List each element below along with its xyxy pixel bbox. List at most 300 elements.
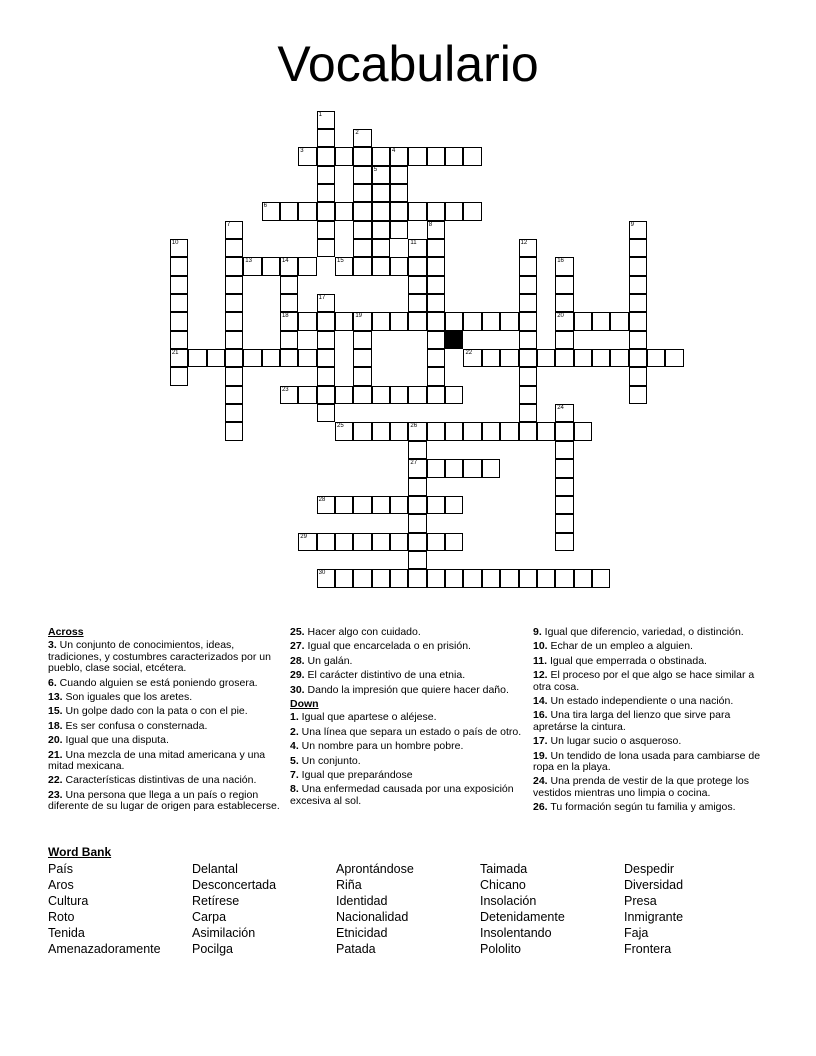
grid-cell[interactable] [225, 422, 243, 440]
word-bank-item: Patada [336, 942, 376, 956]
grid-cell[interactable] [427, 202, 445, 220]
clue-across [48, 640, 280, 674]
grid-cell[interactable] [243, 349, 261, 367]
grid-cell[interactable] [463, 349, 481, 367]
word-bank-item: Faja [624, 926, 649, 940]
word-bank-item: Cultura [48, 894, 89, 908]
grid-cell[interactable] [280, 276, 298, 294]
clue-number: 12. [533, 669, 548, 682]
grid-cell[interactable] [225, 404, 243, 422]
grid-cell[interactable] [225, 257, 243, 275]
clue-text: Una mezcla de una mitad americana y una mitad mexicana. [48, 748, 266, 773]
word-bank-item: Frontera [624, 942, 672, 956]
grid-cell[interactable] [335, 569, 353, 587]
clue-text: Un tendido de lona usada para cambiarse de ropa en la playa. [533, 749, 761, 774]
grid-cell[interactable] [225, 349, 243, 367]
grid-cell[interactable] [335, 312, 353, 330]
clue-number: 2. [290, 725, 299, 738]
clue-number: 6. [48, 676, 57, 689]
grid-cell[interactable] [225, 221, 243, 239]
grid-cell[interactable] [629, 221, 647, 239]
grid-cell[interactable] [463, 422, 481, 440]
grid-cell[interactable] [519, 239, 537, 257]
grid-cell[interactable] [317, 129, 335, 147]
grid-cell[interactable] [298, 386, 316, 404]
grid-cell[interactable] [372, 533, 390, 551]
grid-cell[interactable] [408, 496, 426, 514]
clue-number: 18. [48, 719, 63, 732]
grid-cell[interactable] [372, 166, 390, 184]
down-heading: Down [290, 698, 319, 711]
grid-cell[interactable] [463, 147, 481, 165]
clue-down [290, 770, 522, 781]
grid-cell[interactable] [445, 459, 463, 477]
grid-cell[interactable] [647, 349, 665, 367]
grid-cell[interactable] [372, 386, 390, 404]
clue-number: 20 [557, 313, 564, 320]
grid-cell[interactable] [262, 257, 280, 275]
grid-cell[interactable] [317, 367, 335, 385]
grid-cell[interactable] [445, 312, 463, 330]
grid-cell[interactable] [335, 147, 353, 165]
clue-number: 8 [428, 221, 433, 228]
grid-cell[interactable] [372, 257, 390, 275]
grid-cell[interactable] [317, 312, 335, 330]
grid-cell[interactable] [243, 257, 261, 275]
grid-cell[interactable] [170, 312, 188, 330]
grid-cell[interactable] [372, 184, 390, 202]
word-bank-item: Identidad [336, 894, 388, 908]
grid-cell[interactable] [519, 569, 537, 587]
grid-cell[interactable] [353, 184, 371, 202]
clue-down [290, 712, 522, 723]
grid-cell[interactable] [427, 349, 445, 367]
clue-number: 13 [245, 258, 252, 265]
grid-cell[interactable] [372, 202, 390, 220]
word-bank-item: Riña [336, 878, 362, 892]
grid-cell[interactable] [629, 312, 647, 330]
clue-text: Igual que encarcelada o en prisión. [304, 640, 471, 653]
grid-cell[interactable] [170, 367, 188, 385]
clue-number: 7 [226, 221, 231, 228]
grid-cell[interactable] [390, 257, 408, 275]
grid-cell[interactable] [280, 386, 298, 404]
grid-cell[interactable] [262, 349, 280, 367]
grid-cell[interactable] [519, 367, 537, 385]
clue-across [48, 775, 280, 786]
clue-across [290, 627, 522, 638]
grid-cell[interactable] [408, 551, 426, 569]
grid-cell[interactable] [445, 569, 463, 587]
grid-cell[interactable] [519, 276, 537, 294]
grid-cell[interactable] [408, 202, 426, 220]
grid-cell[interactable] [225, 294, 243, 312]
grid-cell[interactable] [408, 294, 426, 312]
clue-number: 11 [410, 239, 417, 246]
clue-down [290, 756, 522, 767]
grid-cell[interactable] [500, 312, 518, 330]
word-bank-column [480, 861, 620, 957]
grid-cell[interactable] [408, 533, 426, 551]
grid-cell[interactable] [335, 533, 353, 551]
clue-number: 12 [520, 239, 528, 246]
grid-cell[interactable] [482, 569, 500, 587]
clue-text: Tu formación según tu familia y amigos. [547, 801, 736, 814]
grid-cell[interactable] [372, 496, 390, 514]
grid-cell[interactable] [427, 459, 445, 477]
grid-cell[interactable] [317, 294, 335, 312]
grid-cell[interactable] [555, 404, 573, 422]
clue-down [533, 736, 765, 747]
grid-cell[interactable] [353, 367, 371, 385]
grid-cell[interactable] [390, 496, 408, 514]
grid-cell[interactable] [372, 147, 390, 165]
clue-text: El carácter distintivo de una etnia. [304, 669, 466, 682]
grid-cell[interactable] [280, 349, 298, 367]
grid-cell[interactable] [317, 239, 335, 257]
grid-cell[interactable] [629, 331, 647, 349]
grid-cell[interactable] [225, 276, 243, 294]
grid-cell[interactable] [353, 202, 371, 220]
clue-number: 27 [410, 460, 418, 467]
grid-cell[interactable] [353, 221, 371, 239]
clue-number: 19. [533, 749, 548, 762]
grid-cell[interactable] [317, 221, 335, 239]
grid-cell[interactable] [335, 496, 353, 514]
grid-cell[interactable] [463, 569, 481, 587]
grid-cell[interactable] [555, 294, 573, 312]
grid-cell[interactable] [500, 569, 518, 587]
grid-cell[interactable] [353, 386, 371, 404]
word-bank-item: Tenida [48, 926, 85, 940]
grid-cell[interactable] [519, 422, 537, 440]
grid-cell[interactable] [408, 422, 426, 440]
clue-text: Una persona que llega a un país o region diferente de su lugar de origen para establecerse. [48, 788, 280, 813]
grid-cell[interactable] [353, 422, 371, 440]
black-cell [445, 331, 463, 349]
grid-cell[interactable] [317, 202, 335, 220]
grid-cell[interactable] [555, 312, 573, 330]
clue-text: Un estado independiente o una nación. [547, 695, 734, 708]
grid-cell[interactable] [445, 386, 463, 404]
grid-cell[interactable] [555, 349, 573, 367]
word-bank-item: Chicano [480, 878, 526, 892]
clue-down [533, 670, 765, 693]
clue-text: Un conjunto. [298, 754, 361, 767]
grid-cell[interactable] [298, 147, 316, 165]
grid-cell[interactable] [280, 202, 298, 220]
clue-number: 26. [533, 801, 548, 814]
grid-cell[interactable] [372, 239, 390, 257]
grid-cell[interactable] [427, 239, 445, 257]
grid-cell[interactable] [390, 312, 408, 330]
grid-cell[interactable] [353, 147, 371, 165]
grid-cell[interactable] [317, 496, 335, 514]
grid-cell[interactable] [317, 349, 335, 367]
word-bank-item: Desconcertada [192, 878, 277, 892]
grid-cell[interactable] [629, 257, 647, 275]
grid-cell[interactable] [408, 514, 426, 532]
word-bank-title: Word Bank [48, 845, 112, 859]
clue-number: 4. [290, 740, 299, 753]
grid-cell[interactable] [390, 422, 408, 440]
grid-cell[interactable] [335, 422, 353, 440]
grid-cell[interactable] [555, 478, 573, 496]
grid-cell[interactable] [427, 533, 445, 551]
grid-cell[interactable] [629, 239, 647, 257]
grid-cell[interactable] [353, 331, 371, 349]
grid-cell[interactable] [353, 569, 371, 587]
grid-cell[interactable] [555, 422, 573, 440]
grid-cell[interactable] [408, 478, 426, 496]
grid-cell[interactable] [390, 386, 408, 404]
grid-cell[interactable] [537, 349, 555, 367]
word-bank-item: Aros [48, 878, 74, 892]
grid-cell[interactable] [519, 386, 537, 404]
grid-cell[interactable] [555, 496, 573, 514]
grid-cell[interactable] [353, 533, 371, 551]
clue-across [48, 790, 280, 813]
grid-cell[interactable] [390, 221, 408, 239]
grid-cell[interactable] [353, 239, 371, 257]
grid-cell[interactable] [298, 533, 316, 551]
grid-cell[interactable] [390, 533, 408, 551]
grid-cell[interactable] [188, 349, 206, 367]
clue-down [533, 802, 765, 813]
grid-cell[interactable] [427, 147, 445, 165]
grid-cell[interactable] [482, 459, 500, 477]
grid-cell[interactable] [482, 312, 500, 330]
grid-cell[interactable] [353, 312, 371, 330]
page-title: Vocabulario [277, 36, 539, 92]
clue-number: 17 [318, 295, 326, 301]
clue-number: 1 [318, 111, 322, 118]
grid-cell[interactable] [225, 312, 243, 330]
grid-cell[interactable] [629, 276, 647, 294]
grid-cell[interactable] [610, 349, 628, 367]
clue-number: 30 [318, 570, 326, 577]
grid-cell[interactable] [317, 166, 335, 184]
grid-cell[interactable] [629, 294, 647, 312]
grid-cell[interactable] [610, 312, 628, 330]
grid-cell[interactable] [519, 349, 537, 367]
grid-cell[interactable] [317, 111, 335, 129]
grid-cell[interactable] [170, 239, 188, 257]
grid-cell[interactable] [408, 147, 426, 165]
word-bank-item: Detenidamente [480, 910, 565, 924]
grid-cell[interactable] [574, 569, 592, 587]
clue-text: Un galán. [304, 654, 353, 667]
grid-cell[interactable] [445, 422, 463, 440]
grid-cell[interactable] [280, 312, 298, 330]
grid-cell[interactable] [427, 257, 445, 275]
grid-cell[interactable] [555, 441, 573, 459]
grid-cell[interactable] [280, 257, 298, 275]
grid-cell[interactable] [427, 367, 445, 385]
grid-cell[interactable] [170, 257, 188, 275]
grid-cell[interactable] [537, 569, 555, 587]
clue-text: Una línea que separa un estado o país de otro. [298, 725, 522, 738]
grid-cell[interactable] [353, 129, 371, 147]
grid-cell[interactable] [519, 257, 537, 275]
grid-cell[interactable] [519, 404, 537, 422]
clue-across [48, 692, 280, 703]
grid-cell[interactable] [317, 147, 335, 165]
grid-cell[interactable] [408, 569, 426, 587]
clue-text: Igual que emperrada o obstinada. [547, 654, 707, 667]
grid-cell[interactable] [555, 569, 573, 587]
grid-cell[interactable] [170, 276, 188, 294]
grid-cell[interactable] [317, 184, 335, 202]
grid-cell[interactable] [555, 257, 573, 275]
grid-cell[interactable] [372, 221, 390, 239]
grid-cell[interactable] [298, 257, 316, 275]
grid-cell[interactable] [463, 202, 481, 220]
grid-cell[interactable] [482, 349, 500, 367]
grid-cell[interactable] [427, 422, 445, 440]
clue-number: 13. [48, 691, 63, 704]
grid-cell[interactable] [445, 202, 463, 220]
grid-cell[interactable] [463, 312, 481, 330]
grid-cell[interactable] [445, 533, 463, 551]
grid-cell[interactable] [574, 422, 592, 440]
grid-cell[interactable] [353, 349, 371, 367]
grid-cell[interactable] [445, 147, 463, 165]
grid-cell[interactable] [519, 312, 537, 330]
grid-cell[interactable] [427, 312, 445, 330]
grid-cell[interactable] [629, 386, 647, 404]
grid-cell[interactable] [298, 312, 316, 330]
grid-cell[interactable] [317, 533, 335, 551]
grid-cell[interactable] [537, 422, 555, 440]
clue-number: 5. [290, 754, 299, 767]
grid-cell[interactable] [445, 496, 463, 514]
grid-cell[interactable] [317, 331, 335, 349]
clue-across [48, 706, 280, 717]
grid-cell[interactable] [372, 569, 390, 587]
grid-cell[interactable] [390, 569, 408, 587]
grid-cell[interactable] [408, 257, 426, 275]
grid-cell[interactable] [207, 349, 225, 367]
clue-text: Hacer algo con cuidado. [304, 626, 421, 638]
grid-cell[interactable] [408, 441, 426, 459]
grid-cell[interactable] [225, 239, 243, 257]
grid-cell[interactable] [500, 422, 518, 440]
grid-cell[interactable] [225, 386, 243, 404]
grid-cell[interactable] [427, 331, 445, 349]
clue-down [290, 784, 522, 807]
grid-cell[interactable] [408, 312, 426, 330]
grid-cell[interactable] [555, 331, 573, 349]
grid-cell[interactable] [390, 202, 408, 220]
grid-cell[interactable] [665, 349, 683, 367]
grid-cell[interactable] [170, 349, 188, 367]
clues-column-1 [48, 627, 280, 816]
grid-cell[interactable] [408, 386, 426, 404]
grid-cell[interactable] [280, 294, 298, 312]
grid-cell[interactable] [170, 294, 188, 312]
grid-cell[interactable] [427, 569, 445, 587]
grid-cell[interactable] [500, 349, 518, 367]
grid-cell[interactable] [317, 569, 335, 587]
grid-cell[interactable] [317, 386, 335, 404]
grid-cell[interactable] [317, 404, 335, 422]
grid-cell[interactable] [298, 349, 316, 367]
grid-cell[interactable] [353, 257, 371, 275]
grid-cell[interactable] [170, 331, 188, 349]
grid-cell[interactable] [225, 331, 243, 349]
grid-cell[interactable] [353, 166, 371, 184]
grid-cell[interactable] [574, 312, 592, 330]
grid-cell[interactable] [390, 147, 408, 165]
grid-cell[interactable] [372, 312, 390, 330]
word-bank-item: Retírese [192, 894, 240, 908]
clue-down [290, 741, 522, 752]
grid-cell[interactable] [574, 349, 592, 367]
grid-cell[interactable] [298, 202, 316, 220]
clue-number: 18 [281, 313, 289, 320]
grid-cell[interactable] [427, 496, 445, 514]
grid-cell[interactable] [408, 239, 426, 257]
grid-cell[interactable] [390, 166, 408, 184]
grid-cell[interactable] [408, 459, 426, 477]
clue-number: 8. [290, 783, 299, 796]
grid-cell[interactable] [555, 459, 573, 477]
clue-number: 3 [300, 148, 304, 155]
clue-number: 1. [290, 711, 299, 724]
grid-cell[interactable] [335, 202, 353, 220]
grid-cell[interactable] [427, 294, 445, 312]
clue-number: 10. [533, 640, 548, 653]
grid-cell[interactable] [372, 422, 390, 440]
grid-cell[interactable] [519, 294, 537, 312]
grid-cell[interactable] [519, 331, 537, 349]
grid-cell[interactable] [555, 276, 573, 294]
grid-cell[interactable] [592, 312, 610, 330]
grid-cell[interactable] [555, 514, 573, 532]
clue-number: 21. [48, 748, 63, 761]
grid-cell[interactable] [592, 569, 610, 587]
grid-cell[interactable] [427, 276, 445, 294]
grid-cell[interactable] [280, 331, 298, 349]
clue-number: 19 [355, 313, 363, 320]
word-bank-item: Asimilación [192, 926, 256, 940]
grid-cell[interactable] [592, 349, 610, 367]
clue-down [290, 727, 522, 738]
grid-cell[interactable] [427, 386, 445, 404]
grid-cell[interactable] [262, 202, 280, 220]
grid-cell[interactable] [629, 349, 647, 367]
grid-cell[interactable] [390, 184, 408, 202]
clue-number: 16. [533, 709, 548, 722]
grid-cell[interactable] [629, 367, 647, 385]
grid-cell[interactable] [335, 386, 353, 404]
grid-cell[interactable] [482, 422, 500, 440]
grid-cell[interactable] [408, 276, 426, 294]
clue-across [48, 721, 280, 732]
grid-cell[interactable] [335, 257, 353, 275]
grid-cell[interactable] [225, 367, 243, 385]
word-bank-column [624, 861, 764, 957]
clue-number: 4 [392, 148, 396, 155]
grid-cell[interactable] [555, 533, 573, 551]
grid-cell[interactable] [463, 459, 481, 477]
clue-number: 9. [533, 626, 542, 638]
grid-cell[interactable] [427, 221, 445, 239]
clues-column-2 [290, 627, 522, 810]
grid-cell[interactable] [353, 496, 371, 514]
clue-number: 21 [171, 350, 179, 357]
